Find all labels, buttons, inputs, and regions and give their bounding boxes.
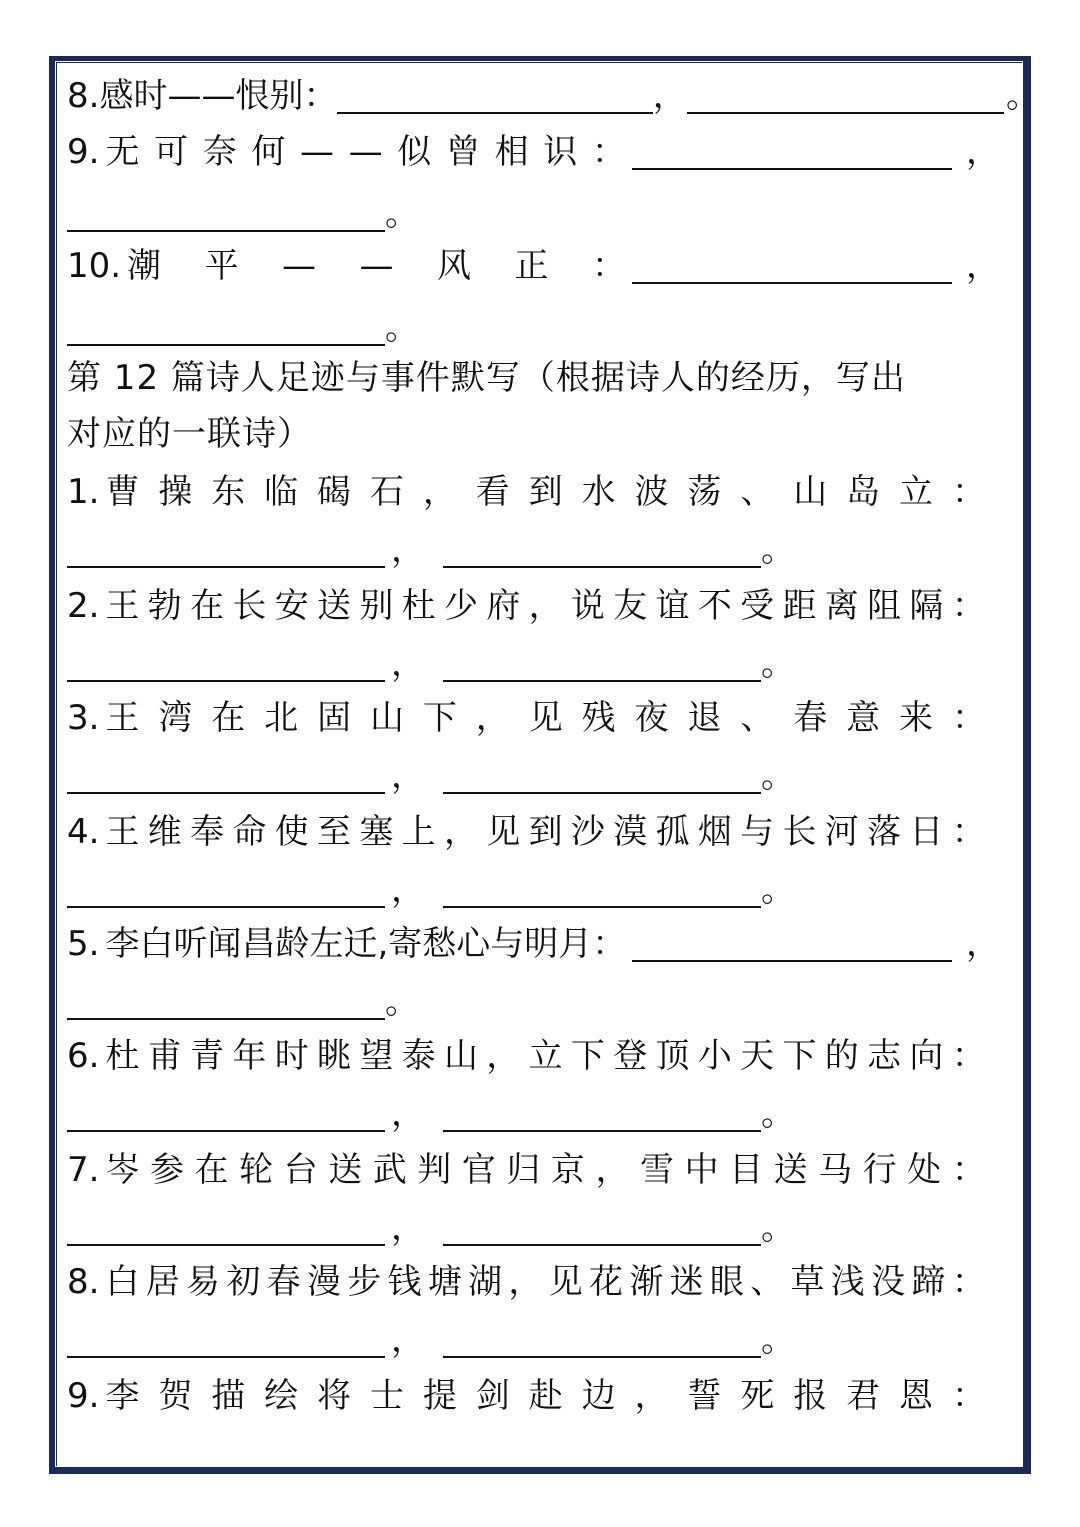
punctuation: 。 [761,1208,795,1248]
answer-blank[interactable] [67,758,385,794]
answer-blank[interactable] [67,532,385,568]
question-text: 感时——恨别： [99,76,338,116]
worksheet-line [67,406,1020,462]
section-heading: 第 12 篇诗人足迹与事件默写（根据诗人的经历，写出 [67,358,906,398]
question-number: 1. [67,472,100,512]
worksheet-line [67,350,1020,406]
punctuation: 。 [761,756,795,796]
punctuation: ， [966,924,1000,964]
question-number: 10. [67,246,122,286]
question-number: 7. [67,1150,100,1190]
worksheet-line [67,1254,992,1310]
punctuation: ， [966,246,1000,286]
answer-blank[interactable] [443,1322,761,1358]
answer-blank[interactable] [443,872,761,908]
worksheet-line [67,636,1020,692]
worksheet-line [67,578,992,634]
punctuation: 。 [761,870,795,910]
answer-blank[interactable] [67,310,385,346]
question-text: 潮 平 — — 风 正 ： [127,246,626,286]
worksheet-line [67,690,992,746]
answer-blank[interactable] [67,984,385,1020]
answer-blank[interactable] [337,78,652,114]
worksheet-line [67,186,1020,242]
worksheet-line [67,1200,1020,1256]
question-number: 2. [67,586,100,626]
answer-blank[interactable] [443,1210,761,1246]
punctuation: 。 [761,1320,795,1360]
question-number: 3. [67,698,100,738]
answer-blank[interactable] [67,196,385,232]
answer-blank[interactable] [443,532,761,568]
question-text: 李 贺 描 绘 将 士 提 剑 赴 边 ， 誓 死 报 君 恩 ： [105,1376,986,1416]
answer-blank[interactable] [67,1322,385,1358]
section-heading: 对应的一联诗） [67,414,312,454]
punctuation: 。 [385,194,419,234]
worksheet-line [67,124,1000,180]
answer-blank[interactable] [443,646,761,682]
worksheet-line [67,804,992,860]
punctuation: ， [391,1320,425,1360]
answer-blank[interactable] [687,78,1004,114]
answer-blank[interactable] [67,1210,385,1246]
worksheet-line [67,238,1000,294]
question-text: 王 维 奉 命 使 至 塞 上 ， 见 到 沙 漠 孤 烟 与 长 河 落 日 ： [105,812,986,852]
question-text: 白 居 易 初 春 漫 步 钱 塘 湖 ， 见 花 渐 迷 眼 、 草 浅 没 蹄 ： [105,1262,986,1302]
worksheet-line [67,748,1020,804]
question-number: 4. [67,812,100,852]
question-text: 李 白 听 闻 昌 龄 左 迁 , 寄 愁 心 与 明 月 ： [105,924,627,964]
punctuation: ， [391,644,425,684]
punctuation: 。 [385,308,419,348]
answer-blank[interactable] [67,1096,385,1132]
worksheet-line [67,1368,992,1424]
punctuation: 。 [385,982,419,1022]
answer-blank[interactable] [443,1096,761,1132]
question-number: 5. [67,924,100,964]
question-text: 曹 操 东 临 碣 石 ， 看 到 水 波 荡 、 山 岛 立 ： [105,472,986,512]
question-text: 岑 参 在 轮 台 送 武 判 官 归 京 ， 雪 中 目 送 马 行 处 ： [105,1150,986,1190]
punctuation: ， [391,756,425,796]
punctuation: ， [391,870,425,910]
worksheet-line [67,522,1020,578]
question-number: 8. [67,1262,100,1302]
answer-blank[interactable] [67,646,385,682]
question-number: 8. [67,76,100,116]
worksheet-line [67,1312,1020,1368]
worksheet-line [67,916,1000,972]
worksheet-line [67,862,1020,918]
worksheet-line [67,1028,992,1084]
answer-blank[interactable] [632,926,952,962]
answer-blank[interactable] [632,134,952,170]
punctuation: ， [966,132,1000,172]
worksheet-line [67,974,1020,1030]
worksheet-line [67,68,1040,124]
punctuation: 。 [761,644,795,684]
worksheet-line [67,1142,992,1198]
question-number: 9. [67,1376,100,1416]
question-text: 王 湾 在 北 固 山 下 ， 见 残 夜 退 、 春 意 来 ： [105,698,986,738]
punctuation: 。 [1006,76,1040,116]
answer-blank[interactable] [632,248,952,284]
worksheet-line [67,300,1020,356]
answer-blank[interactable] [67,872,385,908]
worksheet-line [67,1086,1020,1142]
question-number: 9. [67,132,100,172]
punctuation: 。 [761,530,795,570]
punctuation: ， [391,530,425,570]
worksheet-line [67,464,992,520]
punctuation: ， [391,1094,425,1134]
punctuation: 。 [761,1094,795,1134]
punctuation: ， [652,76,687,116]
question-text: 王 勃 在 长 安 送 别 杜 少 府 ， 说 友 谊 不 受 距 离 阻 隔 ： [105,586,986,626]
question-text: 无 可 奈 何 — — 似 曾 相 识 ： [105,132,626,172]
answer-blank[interactable] [443,758,761,794]
question-text: 杜 甫 青 年 时 眺 望 泰 山 ， 立 下 登 顶 小 天 下 的 志 向 ： [105,1036,986,1076]
punctuation: ， [391,1208,425,1248]
question-number: 6. [67,1036,100,1076]
